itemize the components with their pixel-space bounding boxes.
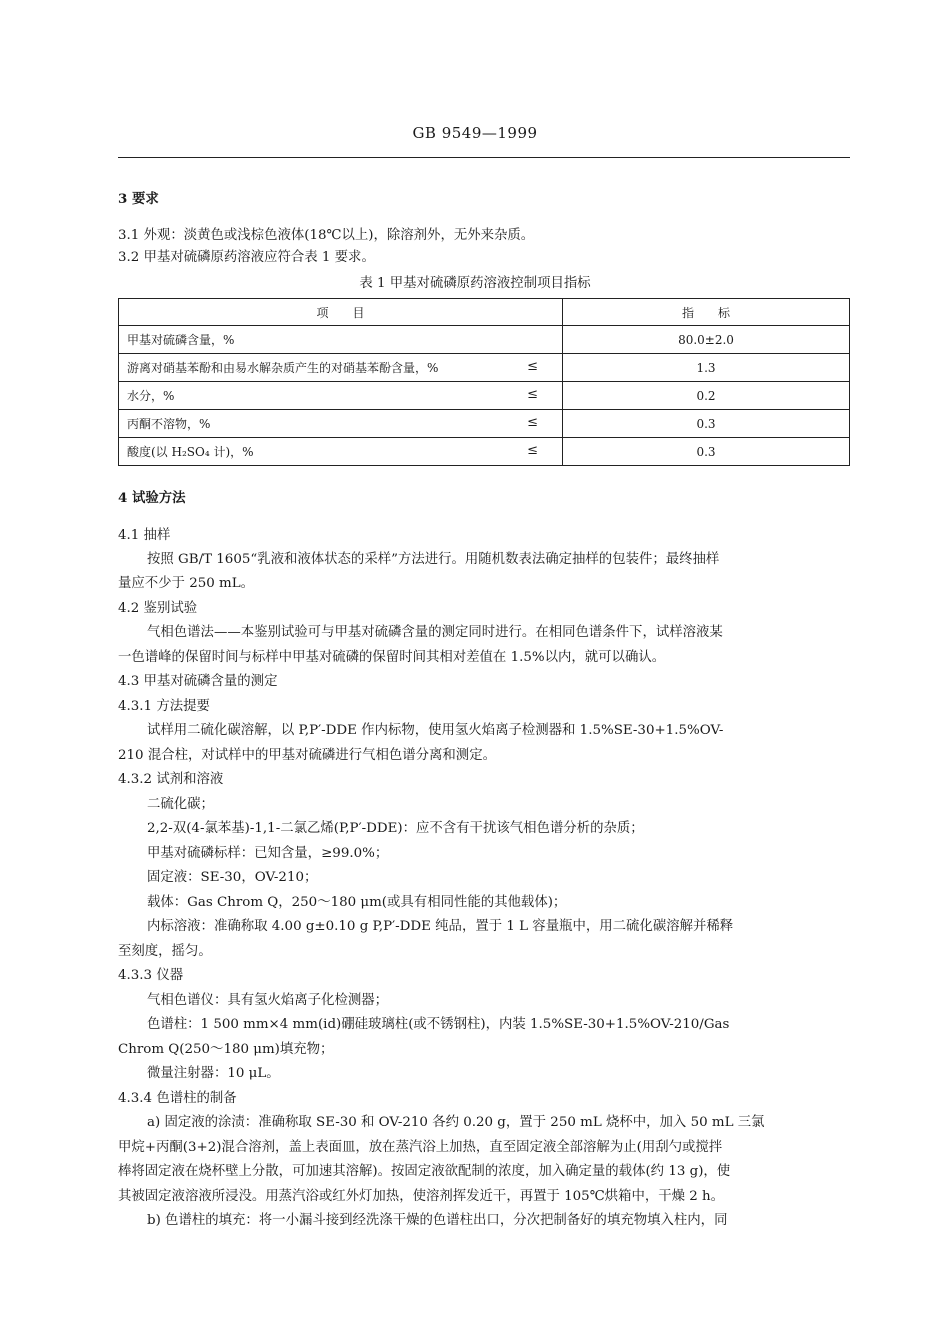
reagent-line: 载体：Gas Chrom Q，250～180 μm(或具有相同性能的其他载体)； (147, 895, 567, 910)
section-4-3-1-text: 试样用二硫化碳溶解，以 P,P′-DDE 作内标物，使用氢火焰离子检测器和 1.5%SE-30+1.5%OV- (147, 723, 724, 738)
section-3-heading: 3 要求 (118, 191, 159, 207)
item-text: 甲基对硫磷含量，% (127, 333, 235, 347)
table-cell-item (119, 438, 563, 466)
table-cell-value: 1.3 (563, 354, 850, 382)
procedure-a-cont: 棒将固定液在烧杯壁上分散，可加速其溶解)。按固定液欲配制的浓度，加入确定量的载体(约 13 g)，使 (118, 1164, 731, 1179)
section-3-1: 3.1 外观：淡黄色或浅棕色液体(18℃以上)，除溶剂外，无外来杂质。 (118, 228, 535, 243)
reagent-line-cont: 至刻度，摇匀。 (118, 944, 212, 959)
table-cell-value: 0.2 (563, 382, 850, 410)
table-cell-item (119, 382, 563, 410)
reagent-line: 二硫化碳； (147, 797, 214, 812)
table-row (119, 326, 850, 354)
table-cell-item (119, 410, 563, 438)
operator: ≤ (527, 443, 538, 458)
section-4-heading: 4 试验方法 (118, 490, 186, 506)
operator: ≤ (527, 359, 538, 374)
section-4-2-text: 气相色谱法——本鉴别试验可与甲基对硫磷含量的测定同时进行。在相同色谱条件下，试样溶液某 (147, 625, 723, 640)
section-4-2-heading: 4.2 鉴别试验 (118, 601, 198, 616)
instrument-line-cont: Chrom Q(250～180 μm)填充物； (118, 1042, 334, 1057)
reagent-line: 甲基对硫磷标样：已知含量，≥99.0%； (147, 846, 389, 861)
instrument-line: 微量注射器：10 μL。 (147, 1066, 280, 1081)
instrument-line: 气相色谱仪：具有氢火焰离子化检测器； (147, 993, 389, 1008)
section-4-3-1-text-cont: 210 混合柱，对试样中的甲基对硫磷进行气相色谱分离和测定。 (118, 748, 496, 763)
instrument-line: 色谱柱：1 500 mm×4 mm(id)硼硅玻璃柱(或不锈钢柱)，内装 1.5%SE-30+1.5%OV-210/Gas (147, 1017, 730, 1032)
section-4-3-heading: 4.3 甲基对硫磷含量的测定 (118, 674, 278, 689)
operator: ≤ (527, 387, 538, 402)
reagent-line: 固定液：SE-30，OV-210； (147, 870, 318, 885)
header-rule (118, 157, 850, 158)
section-4-1-text: 按照 GB/T 1605“乳液和液体状态的采样”方法进行。用随机数表法确定抽样的包装件；最终抽样 (147, 552, 720, 567)
reagent-line: 2,2-双(4-氯苯基)-1,1-二氯乙烯(P,P′-DDE)：应不含有干扰该气相色谱分析的杂质； (147, 821, 644, 836)
table-cell-value: 80.0±2.0 (563, 326, 850, 354)
table-cell-value: 0.3 (563, 438, 850, 466)
table-header-row (119, 299, 850, 326)
table-row (119, 438, 850, 466)
section-3-2: 3.2 甲基对硫磷原药溶液应符合表 1 要求。 (118, 250, 375, 265)
item-text: 酸度(以 H₂SO₄ 计)，% (127, 445, 254, 459)
table-cell-item (119, 326, 563, 354)
table-cell-value: 0.3 (563, 410, 850, 438)
document-header: GB 9549—1999 (412, 124, 538, 142)
section-4-2-text-cont: 一色谱峰的保留时间与标样中甲基对硫磷的保留时间其相对差值在 1.5%以内，就可以确认。 (118, 650, 666, 665)
section-4-3-4-heading: 4.3.4 色谱柱的制备 (118, 1091, 237, 1106)
table-row (119, 354, 850, 382)
procedure-a: a) 固定液的涂渍：准确称取 SE-30 和 OV-210 各约 0.20 g，置于 250 mL 烧杯中，加入 50 mL 三氯 (147, 1115, 765, 1130)
section-4-1-text-cont: 量应不少于 250 mL。 (118, 576, 255, 591)
table-row (119, 382, 850, 410)
item-text: 丙酮不溶物，% (127, 417, 211, 431)
operator: ≤ (527, 415, 538, 430)
reagent-line: 内标溶液：准确称取 4.00 g±0.10 g P,P′-DDE 纯品，置于 1 L 容量瓶中，用二硫化碳溶解并稀释 (147, 919, 734, 934)
table-header-item: 项 目 (119, 299, 563, 326)
procedure-b: b) 色谱柱的填充：将一小漏斗接到经洗涤干燥的色谱柱出口，分次把制备好的填充物填入柱内，同 (147, 1213, 728, 1228)
section-4-1-heading: 4.1 抽样 (118, 528, 171, 543)
table-row (119, 410, 850, 438)
procedure-a-cont: 甲烷+丙酮(3+2)混合溶剂，盖上表面皿，放在蒸汽浴上加热，直至固定液全部溶解为止(用刮勺或搅拌 (118, 1140, 723, 1155)
requirements-table (118, 298, 850, 466)
table-cell-item (119, 354, 563, 382)
item-text: 游离对硝基苯酚和由易水解杂质产生的对硝基苯酚含量，% (127, 361, 439, 375)
table-caption: 表 1 甲基对硫磷原药溶液控制项目指标 (359, 276, 591, 291)
section-4-3-2-heading: 4.3.2 试剂和溶液 (118, 772, 224, 787)
procedure-a-cont: 其被固定液溶液所浸没。用蒸汽浴或红外灯加热，使溶剂挥发近干，再置于 105℃烘箱中，干燥 2 h。 (118, 1189, 725, 1204)
section-4-3-3-heading: 4.3.3 仪器 (118, 968, 184, 983)
item-text: 水分，% (127, 389, 175, 403)
section-4-3-1-heading: 4.3.1 方法提要 (118, 699, 210, 714)
table-header-value: 指 标 (563, 299, 850, 326)
